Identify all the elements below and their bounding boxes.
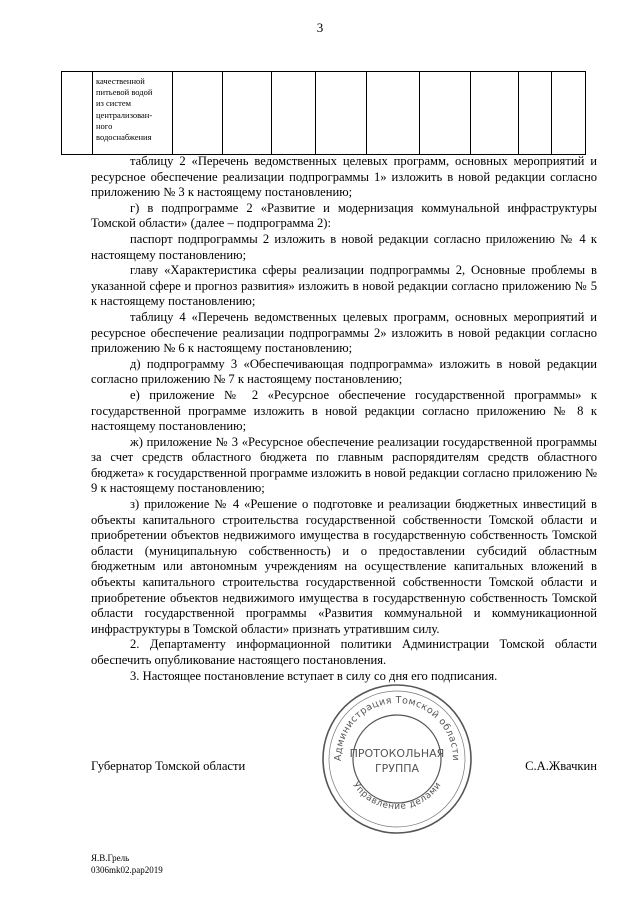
- document-footer: [91, 852, 163, 876]
- table-cell: [316, 72, 367, 155]
- paragraph: главу «Характеристика сферы реализации подпрограммы 2, Основные проблемы в указанной сфере и прогноз развития» изложить в новой редакции согласно приложению № 5 к настоящему постановлению;: [91, 263, 597, 309]
- table-cell: [367, 72, 420, 155]
- paragraph: г) в подпрограмме 2 «Развитие и модернизация коммунальной инфраструктуры Томской области» (далее – подпрограмма 2):: [91, 200, 597, 231]
- table-cell-description: [93, 72, 173, 155]
- signatory-name: С.А.Жвачкин: [525, 759, 597, 773]
- file-reference: 0306mk02.pap2019: [91, 865, 163, 875]
- table-cell: [173, 72, 223, 155]
- paragraph: д) подпрограмму 3 «Обеспечивающая подпрограмма» изложить в новой редакции согласно приложению № 7 к настоящему постановлению;: [91, 356, 597, 387]
- description-line: ного: [96, 120, 113, 131]
- stamp-bottom-text: Управление делами: [350, 780, 444, 813]
- author-name: Я.В.Грель: [91, 853, 130, 863]
- stamp-outer-text: Администрация Томской области: [332, 694, 462, 762]
- paragraph: 2. Департаменту информационной политики Администрации Томской области обеспечить опубликование настоящего постановления.: [91, 637, 597, 667]
- description-line: централизован-: [96, 109, 153, 120]
- paragraph: з) приложение № 4 «Решение о подготовке и реализации бюджетных инвестиций в объекты капитального строительства государственной собственности Томской области и приобретении объектов недвижимого имущества в государственную собственность Томской области (муниципальную собственность) и о предоставлении субсидий областным бюджетным или автономным учреждениям на осуществление капитальных вложений в объекты капитального строительства государственной собственности Томской области и приобретение объектов недвижимого имущества в государственную собственность Томской области государственной программы «Развития коммунальной и коммуникационной инфраструктуры в Томской области» признать утратившим силу.: [91, 497, 597, 636]
- paragraph: паспорт подпрограммы 2 изложить в новой редакции согласно приложению № 4 к настоящему постановлению;: [91, 231, 597, 262]
- description-line: питьевой водой: [96, 87, 153, 98]
- svg-text:Управление делами: [350, 780, 443, 812]
- table-cell: [552, 72, 586, 155]
- table-cell: [223, 72, 272, 155]
- table-cell: [62, 72, 93, 155]
- stamp-center-line2: ГРУППА: [374, 762, 420, 775]
- document-body: [91, 154, 597, 684]
- table-cell: [471, 72, 519, 155]
- table-cell: [420, 72, 471, 155]
- description-line: качественной: [96, 76, 145, 86]
- page-number: 3: [316, 20, 324, 35]
- paragraph: е) приложение № 2 «Ресурсное обеспечение государственной программы» к государственной программе изложить в новой редакции согласно приложению № 8 к настоящему постановлению;: [91, 387, 597, 434]
- table-row: [62, 72, 586, 155]
- stamp-center-line1: ПРОТОКОЛЬНАЯ: [349, 747, 445, 760]
- paragraph: 3. Настоящее постановление вступает в силу со дня его подписания.: [130, 668, 498, 683]
- signatory-title: Губернатор Томской области: [91, 759, 246, 773]
- paragraph: таблицу 2 «Перечень ведомственных целевых программ, основных мероприятий и ресурсное обеспечение реализации подпрограммы 1» изложить в новой редакции согласно приложению № 3 к настоящему постановлению;: [91, 154, 597, 200]
- paragraph: таблицу 4 «Перечень ведомственных целевых программ, основных мероприятий и ресурсное обеспечение реализации подпрограммы 2» изложить в новой редакции согласно приложению № 6 к настоящему постановлению;: [91, 309, 597, 356]
- continuation-table: [61, 71, 586, 155]
- table-cell: [519, 72, 552, 155]
- official-stamp: [319, 681, 475, 837]
- description-line: водоснабжения: [96, 132, 152, 143]
- table-cell: [272, 72, 316, 155]
- description-line: из систем: [96, 98, 131, 109]
- paragraph: ж) приложение № 3 «Ресурсное обеспечение реализации государственной программы за счет средств областного бюджета по главным распорядителям средств областного бюджета» к государственной программе изложить в новой редакции согласно приложению № 9 к настоящему постановлению;: [91, 434, 597, 496]
